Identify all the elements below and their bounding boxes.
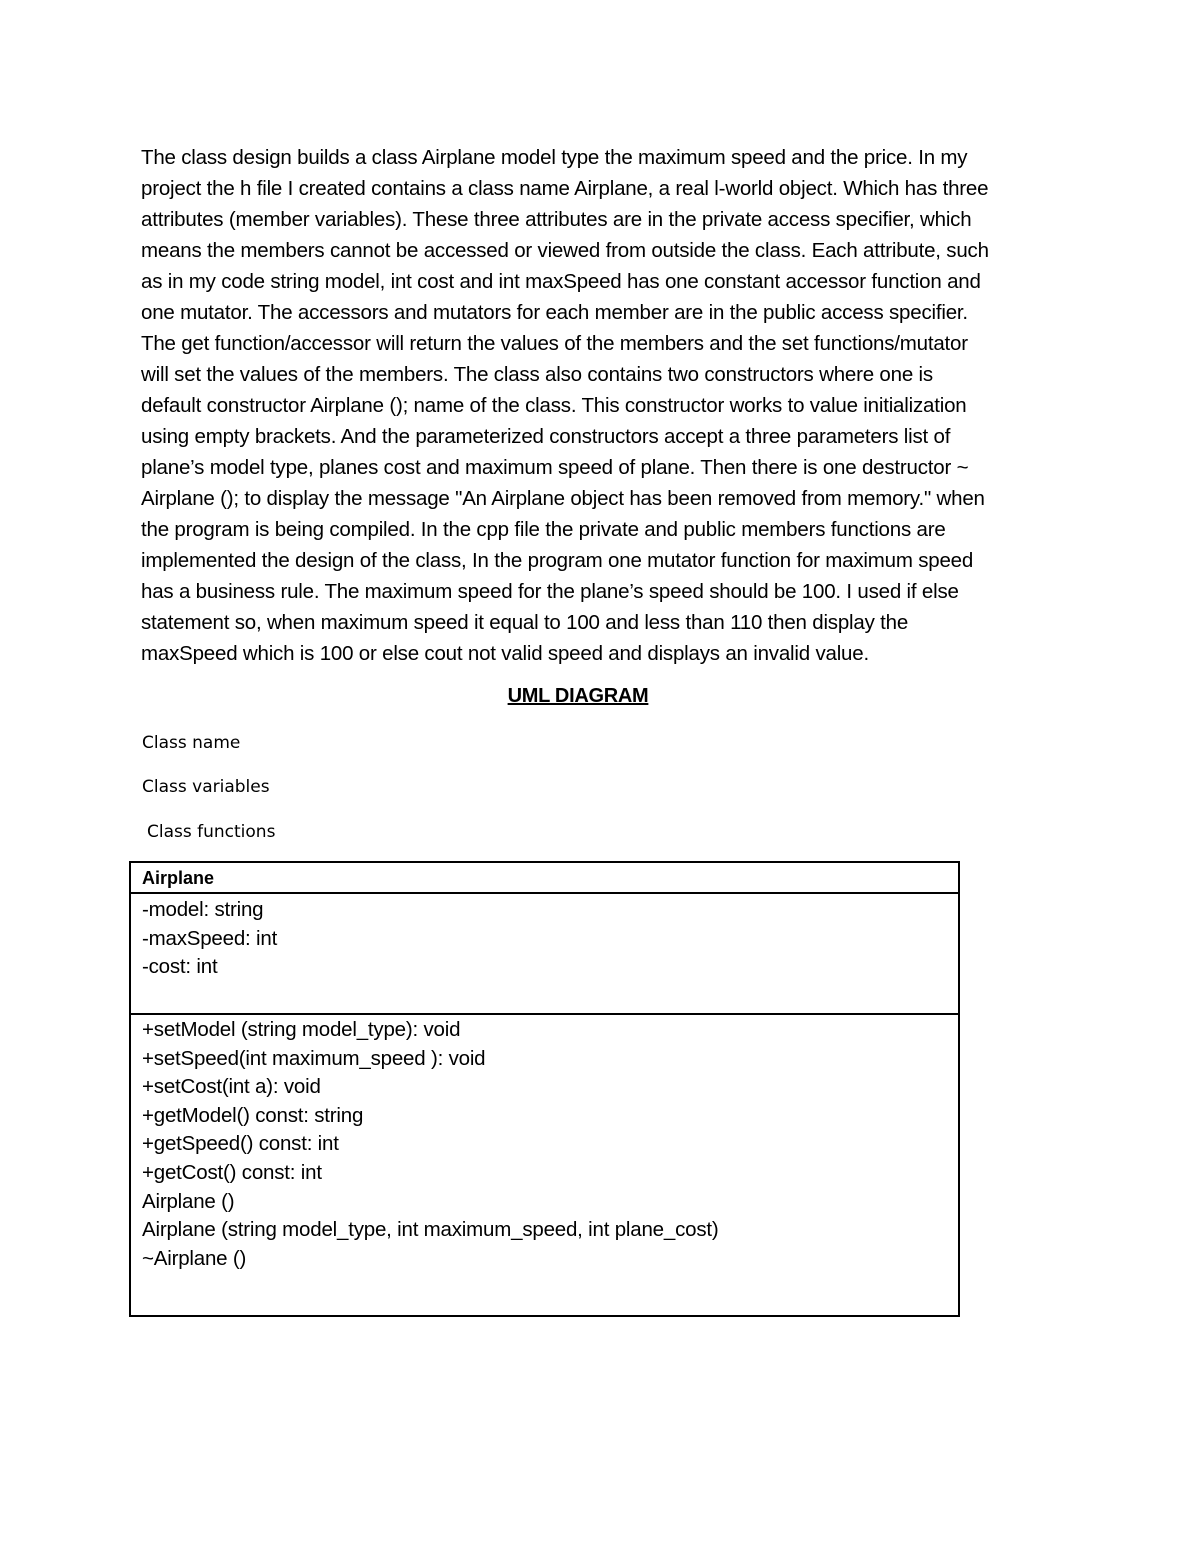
paragraph-line: one mutator. The accessors and mutators for each member are in the public access specifier.: [141, 301, 968, 324]
paragraph-line: Airplane (); to display the message "An Airplane object has been removed from memory." when: [141, 487, 985, 510]
uml-class-box: [129, 861, 960, 1317]
paragraph-line: will set the values of the members. The class also contains two constructors where one is: [141, 363, 933, 386]
body-paragraph: [141, 142, 1061, 669]
paragraph-line: default constructor Airplane (); name of the class. This constructor works to value initialization: [141, 394, 967, 417]
legend-class-functions: Class functions: [147, 822, 276, 842]
uml-operation: Airplane (): [142, 1189, 235, 1213]
paragraph-line: project the h file I created contains a class name Airplane, a real l-world object. Which has three: [141, 177, 989, 200]
paragraph-line: The class design builds a class Airplane model type the maximum speed and the price. In my: [141, 146, 968, 169]
paragraph-line: implemented the design of the class, In the program one mutator function for maximum speed: [141, 549, 974, 572]
paragraph-line: plane’s model type, planes cost and maximum speed of plane. Then there is one destructor ~: [141, 456, 969, 479]
uml-attribute: -maxSpeed: int: [142, 926, 278, 950]
paragraph-line: as in my code string model, int cost and int maxSpeed has one constant accessor function and: [141, 270, 981, 293]
uml-attribute: -model: string: [142, 898, 264, 921]
legend-class-variables: Class variables: [142, 777, 270, 797]
uml-operation: Airplane (string model_type, int maximum_speed, int plane_cost): [142, 1218, 719, 1242]
uml-operation: +setModel (string model_type): void: [142, 1018, 461, 1041]
uml-class-name: Airplane: [131, 863, 958, 894]
paragraph-line: using empty brackets. And the parameterized constructors accept a three parameters list of: [141, 425, 951, 448]
uml-operation: +getModel() const: string: [142, 1103, 364, 1127]
paragraph-line: means the members cannot be accessed or viewed from outside the class. Each attribute, such: [141, 239, 989, 262]
uml-attributes-section: [131, 894, 958, 1015]
paragraph-line: has a business rule. The maximum speed for the plane’s speed should be 100. I used if else: [141, 580, 959, 603]
legend-class-name: Class name: [142, 733, 241, 753]
uml-operation: +setSpeed(int maximum_speed ): void: [142, 1046, 486, 1070]
paragraph-line: statement so, when maximum speed it equal to 100 and less than 110 then display the: [141, 611, 909, 634]
paragraph-line: The get function/accessor will return the values of the members and the set functions/mutator: [141, 332, 968, 355]
uml-operation: +setCost(int a): void: [142, 1075, 321, 1099]
uml-operation: +getCost() const: int: [142, 1160, 322, 1184]
paragraph-line: maxSpeed which is 100 or else cout not valid speed and displays an invalid value.: [141, 642, 869, 665]
uml-operations-section: [131, 1015, 958, 1273]
paragraph-line: the program is being compiled. In the cpp file the private and public members functions are: [141, 518, 946, 541]
uml-operation: ~Airplane (): [142, 1246, 247, 1270]
paragraph-line: attributes (member variables). These three attributes are in the private access specifier, which: [141, 208, 972, 231]
uml-attribute: -cost: int: [142, 955, 218, 979]
uml-operation: +getSpeed() const: int: [142, 1132, 339, 1156]
uml-diagram-heading: UML DIAGRAM: [507, 685, 649, 707]
